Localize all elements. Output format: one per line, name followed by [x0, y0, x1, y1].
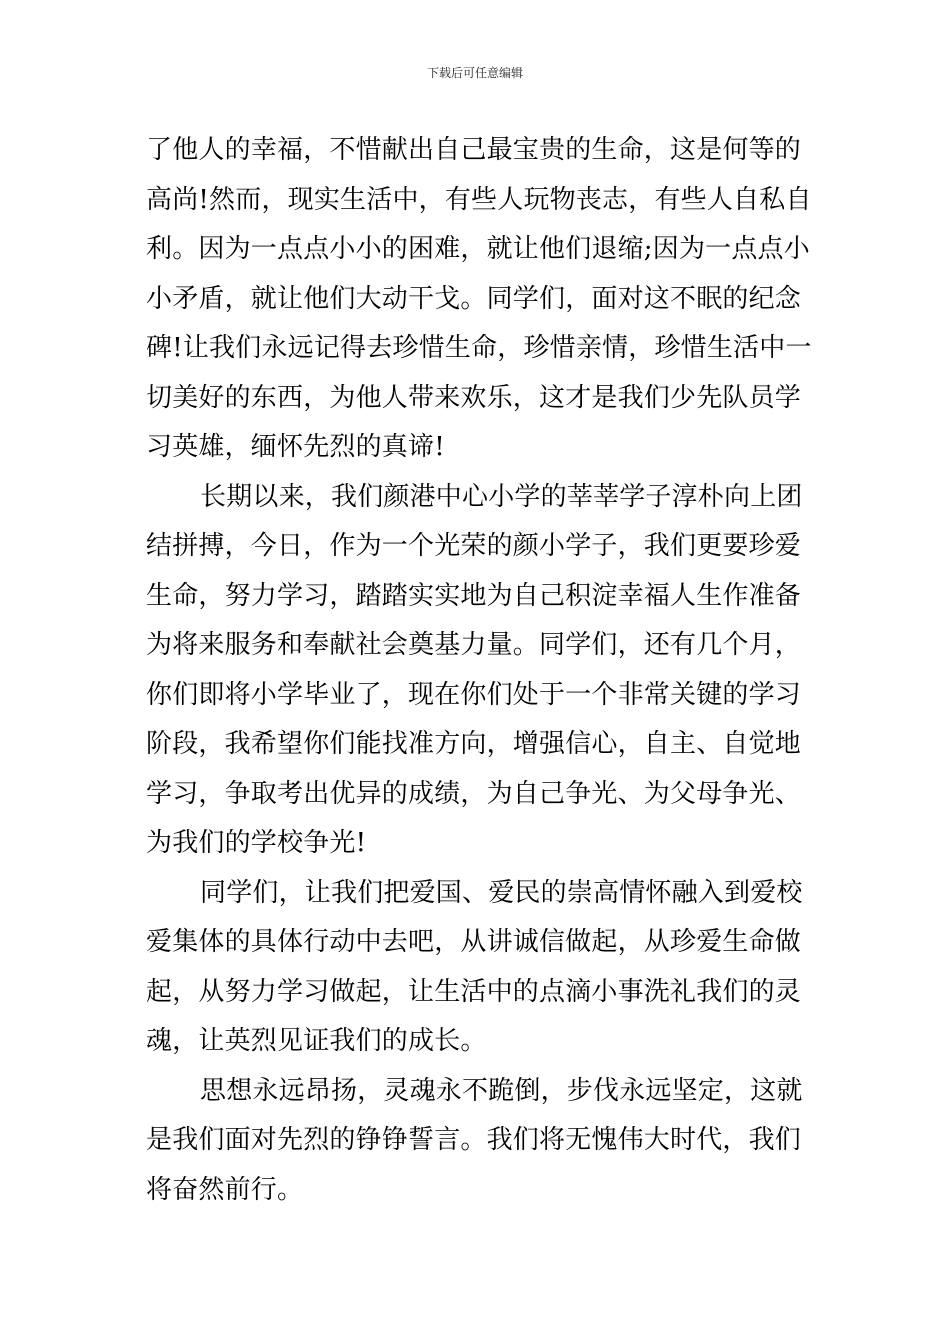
- paragraph-2: [146, 473, 806, 869]
- text-line: 思想永远昂扬，灵魂永不跪倒，步伐永远坚定，这就: [200, 1075, 803, 1106]
- text-line: 你们即将小学毕业了，现在你们处于一个非常关键的学习: [146, 679, 802, 710]
- text-line: 学习，争取考出优异的成绩，为自己争光、为父母争光、: [146, 778, 802, 809]
- text-line: 起，从努力学习做起，让生活中的点滴小事洗礼我们的灵: [146, 976, 802, 1007]
- text-line: 了他人的幸福，不惜献出自己最宝贵的生命，这是何等的: [146, 135, 802, 165]
- text-line: 高尚!然而，现实生活中，有些人玩物丧志，有些人自私自: [146, 184, 812, 215]
- text-line: 将奋然前行。: [146, 1174, 304, 1205]
- text-line: 习英雄，缅怀先烈的真谛!: [146, 432, 445, 462]
- paragraph-4: [146, 1067, 806, 1216]
- page-header: 下载后可任意编辑: [426, 66, 523, 80]
- text-line: 同学们，让我们把爱国、爱民的崇高情怀融入到爱校: [200, 877, 803, 908]
- text-line: 利。因为一点点小小的困难，就让他们退缩;因为一点点小: [146, 234, 810, 264]
- text-line: 小矛盾，就让他们大动干戈。同学们，面对这不眠的纪念: [146, 283, 802, 314]
- text-line: 生命，努力学习，踏踏实实地为自己积淀幸福人生作准备: [146, 580, 802, 611]
- text-line: 为将来服务和奉献社会奠基力量。同学们，还有几个月，: [146, 630, 802, 660]
- text-line: 结拼搏，今日，作为一个光荣的颜小学子，我们更要珍爱: [146, 531, 802, 561]
- text-line: 是我们面对先烈的铮铮誓言。我们将无愧伟大时代，我们: [146, 1125, 802, 1155]
- text-line: 切美好的东西，为他人带来欢乐，这才是我们少先队员学: [146, 382, 802, 413]
- paragraph-1: [146, 126, 812, 473]
- text-line: 长期以来，我们颜港中心小学的莘莘学子淳朴向上团: [200, 481, 803, 512]
- document-body: [146, 126, 812, 1215]
- text-line: 魂，让英烈见证我们的成长。: [146, 1026, 487, 1056]
- paragraph-3: [146, 869, 806, 1067]
- text-line: 阶段，我希望你们能找准方向，增强信心，自主、自觉地: [146, 729, 802, 759]
- text-line: 碑!让我们永远记得去珍惜生命，珍惜亲情，珍惜生活中一: [146, 333, 812, 363]
- text-line: 爱集体的具体行动中去吧，从讲诚信做起，从珍爱生命做: [146, 927, 802, 957]
- text-line: 为我们的学校争光!: [146, 828, 367, 858]
